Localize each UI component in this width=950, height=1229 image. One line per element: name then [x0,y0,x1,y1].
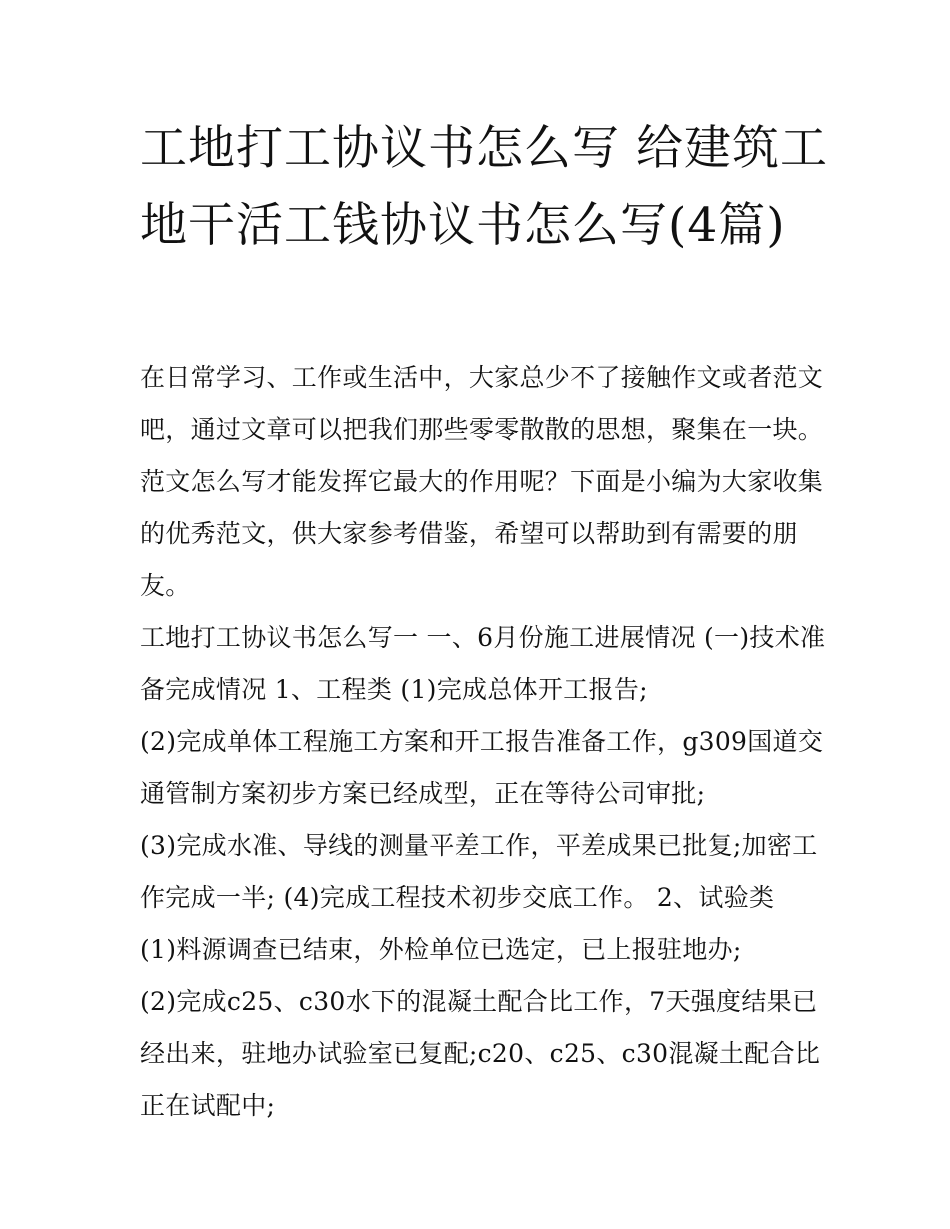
document-title: 工地打工协议书怎么写 给建筑工地干活工钱协议书怎么写(4篇) [140,121,828,253]
body-paragraph: (2)完成单体工程施工方案和开工报告准备工作，g309国道交通管制方案初步方案已经成型，正在等待公司审批; [140,727,824,808]
intro-paragraph: 在日常学习、工作或生活中，大家总少不了接触作文或者范文吧，通过文章可以把我们那些零零散散的思想，聚集在一块。范文怎么写才能发挥它最大的作用呢？下面是小编为大家收集的优秀范文，供大家参考借鉴，希望可以帮助到有需要的朋友。 [140,363,824,600]
document-body [140,352,830,1132]
body-paragraph: 工地打工协议书怎么写一 一、6月份施工进展情况 (一)技术准备完成情况 1、工程类 (1)完成总体开工报告; [140,623,826,704]
body-paragraph: (1)料源调查已结束，外检单位已选定，已上报驻地办; [140,935,742,964]
body-paragraph: (2)完成c25、c30水下的混凝土配合比工作，7天强度结果已经出来，驻地办试验室已复配;c20、c25、c30混凝土配合比正在试配中; [140,987,821,1120]
body-paragraph: (3)完成水准、导线的测量平差工作，平差成果已批复;加密工作完成一半; (4)完成工程技术初步交底工作。 2、试验类 [140,831,818,912]
